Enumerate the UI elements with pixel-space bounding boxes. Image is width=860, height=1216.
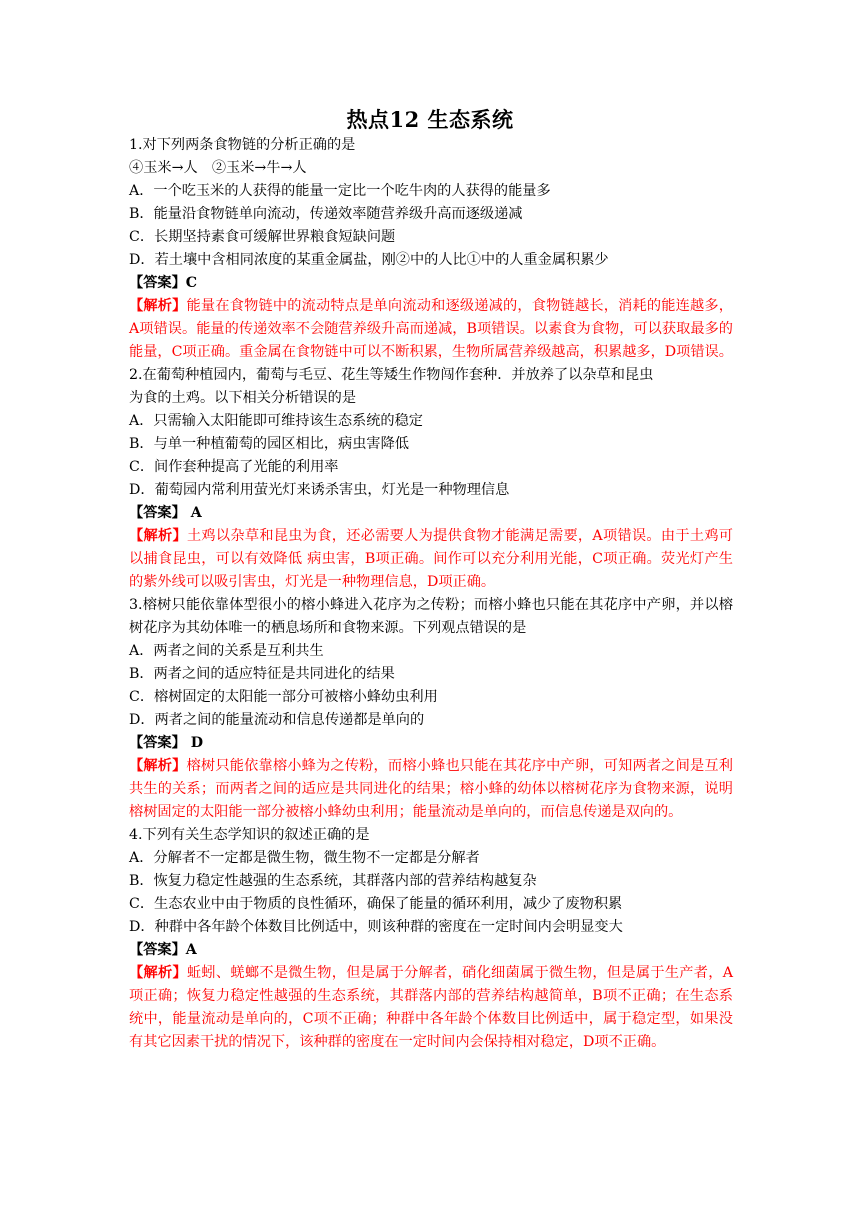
option-b: B．与单一种植葡萄的园区相比，病虫害降低 [129,436,409,452]
option-d: D．葡萄园内常利用萤光灯来诱杀害虫，灯光是一种物理信息 [129,482,510,498]
option-c: C．长期坚持素食可缓解世界粮食短缺问题 [129,229,396,245]
question-3 [129,594,733,824]
analysis-text: 土鸡以杂草和昆虫为食，还必需要人为提供食物才能满足需要，A项错误。由于土鸡可以捕食昆虫，可以有效降低 病虫害，B项正确。间作可以充分利用光能，C项正确。荧光灯产生的紫外线可以吸引害虫，灯光是一种物理信息，D项正确。 [129,528,733,590]
answer-value: A [185,505,202,521]
analysis-label: 【解析】 [129,965,187,981]
option-d: D．种群中各年龄个体数目比例适中，则该种群的密度在一定时间内会明显变大 [129,919,623,935]
answer-label: 【答案】 [129,942,186,958]
question-4 [129,824,733,1054]
answer-value: C [185,275,198,291]
question-stem: ④玉米→人 ②玉米→牛→人 [129,160,307,176]
option-b: B．恢复力稳定性越强的生态系统，其群落内部的营养结构越复杂 [129,873,537,889]
page-title: 热点12 生态系统 [346,107,514,132]
question-stem: 为食的土鸡。以下相关分析错误的是 [129,390,357,406]
option-a: A．一个吃玉米的人获得的能量一定比一个吃牛肉的人获得的能量多 [129,183,551,199]
answer-label: 【答案】 [129,275,186,291]
option-a: A．分解者不一定都是微生物，微生物不一定都是分解者 [129,850,480,866]
question-stem: 3.榕树只能依靠体型很小的榕小蜂进入花序为之传粉；而榕小蜂也只能在其花序中产卵，并以榕树花序为其幼体唯一的栖息场所和食物来源。下列观点错误的是 [129,597,733,636]
analysis-block [129,525,733,594]
analysis-block [129,295,733,364]
analysis-text: 能量在食物链中的流动特点是单向流动和逐级递减的，食物链越长，消耗的能连越多，A项错误。能量的传递效率不会随营养级升高而递减，B项错误。以素食为食物，可以获取最多的能量，C项正确。重金属在食物链中可以不断积累，生物所属营养级越高，积累越多，D项错误。 [129,298,733,360]
analysis-label: 【解析】 [129,528,187,544]
question-stem: 2.在葡萄种植园内，葡萄与毛豆、花生等矮生作物闯作套种．并放养了以杂草和昆虫 [129,367,654,383]
question-list [129,134,733,1054]
answer-line [129,732,733,755]
analysis-block [129,755,733,824]
answer-line [129,272,733,295]
option-b: B．能量沿食物链单向流动，传递效率随营养级升高而逐级递减 [129,206,523,222]
option-d: D．若土壤中含相同浓度的某重金属盐，刚②中的人比①中的人重金属积累少 [129,252,609,268]
answer-line [129,939,733,962]
question-stem: 4.下列有关生态学知识的叙述正确的是 [129,827,370,843]
analysis-label: 【解析】 [129,298,187,314]
analysis-label: 【解析】 [129,758,187,774]
option-a: A．两者之间的关系是互利共生 [129,643,324,659]
option-b: B．两者之间的适应特征是共同进化的结果 [129,666,395,682]
answer-label: 【答案】 [129,505,186,521]
option-d: D．两者之间的能量流动和信息传递都是单向的 [129,712,425,728]
answer-value: A [185,942,197,958]
analysis-text: 蚯蚓、蜣螂不是微生物，但是属于分解者，硝化细菌属于微生物，但是属于生产者，A项正确；恢复力稳定性越强的生态系统，其群落内部的营养结构越简单，B项不正确；在生态系统中，能量流动是单向的，C项不正确；种群中各年龄个体数目比例适中，属于稳定型，如果没有其它因素干扰的情况下，该种群的密度在一定时间内会保持相对稳定，D项不正确。 [129,965,733,1050]
option-c: C．生态农业中由于物质的良性循环，确保了能量的循环利用，减少了废物积累 [129,896,623,912]
question-1 [129,134,733,364]
question-stem: 1.对下列两条食物链的分析正确的是 [129,137,356,153]
answer-label: 【答案】 [129,735,186,751]
analysis-block [129,962,733,1054]
option-c: C．间作套种提高了光能的利用率 [129,459,339,475]
option-a: A．只需输入太阳能即可维持该生态系统的稳定 [129,413,423,429]
answer-value: D [185,735,204,751]
question-2 [129,364,733,594]
answer-line [129,502,733,525]
option-c: C．榕树固定的太阳能一部分可被榕小蜂幼虫利用 [129,689,438,705]
analysis-text: 榕树只能依靠榕小蜂为之传粉，而榕小蜂也只能在其花序中产卵，可知两者之间是互利共生的关系；而两者之间的适应是共同进化的结果；榕小蜂的幼体以榕树花序为食物来源，说明榕树固定的太阳能一部分被榕小蜂幼虫利用；能量流动是单向的，而信息传递是双向的。 [129,758,733,820]
